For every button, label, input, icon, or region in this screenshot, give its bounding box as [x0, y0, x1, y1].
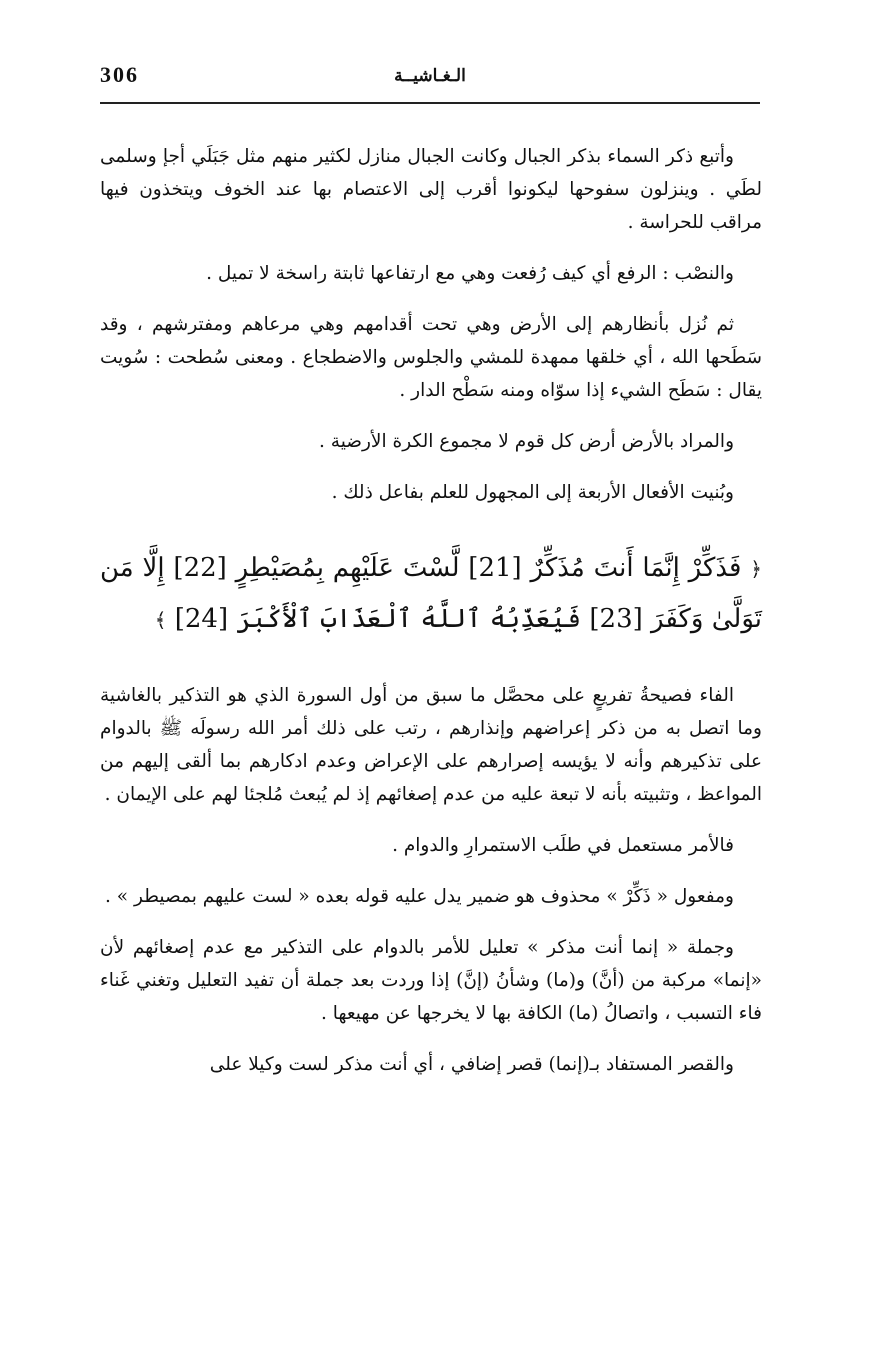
- paragraph-command-meaning: فالأمر مستعمل في طلَب الاستمرارِ والدوام .: [392, 835, 734, 856]
- page-body: [100, 140, 762, 1099]
- page-number: 306: [100, 62, 139, 87]
- paragraph-restriction: والقصر المستفاد بـ(إنما) قصر إضافي ، أي أنت مذكر لست وكيلا على: [209, 1054, 734, 1075]
- quran-verse-block: [100, 543, 762, 645]
- paragraph-mountains: وأتبع ذكر السماء بذكر الجبال وكانت الجبال منازل لكثير منهم مثل جَبَلَي أجإ وسلمى لطَي . وينزلون سفوحها ليكونوا أقرب إلى الاعتصام بها عند الخوف ويتخذون فيها مراقب للحراسة .: [100, 146, 762, 233]
- paragraph-earth-meaning: والمراد بالأرض أرض كل قوم لا مجموع الكرة الأرضية .: [319, 431, 734, 452]
- verse-open-bracket: ﴿: [750, 557, 763, 581]
- paragraph-passive-verbs: وبُنيت الأفعال الأربعة إلى المجهول للعلم بفاعل ذلك .: [331, 482, 734, 503]
- paragraph-fa-fasiha: الفاء فصيحةُ تفريعٍ على محصَّل ما سبق من أول السورة الذي هو التذكير بالغاشية وما اتصل به من ذكر إعراضهم وإنذارهم ، رتب على ذلك أمر الله رسولَه ﷺ بالدوام على تذكيرهم وأنه لا يؤيسه إصرارهم على الإعراض وعدم ادكارهم بما ألقى إليهم من المواعظ ، وتثبيته بأنه لا تبعة عليه من عدم إصغائهم إذ لم يُبعث مُلجئا لهم على الإيمان .: [100, 685, 762, 805]
- verse-close-bracket: ﴾: [154, 608, 167, 632]
- page-header: [100, 58, 760, 104]
- running-title: الـغـاشيــة: [394, 66, 466, 86]
- paragraph-nasb: والنصْب : الرفع أي كيف رُفعت وهي مع ارتفاعها ثابتة راسخة لا تميل .: [206, 263, 734, 284]
- paragraph-earth-flattened: ثم نُزل بأنظارهم إلى الأرض وهي تحت أقدامهم وهي مرعاهم ومفترشهم ، وقد سَطَحها الله ، أي خلقها ممهدة للمشي والجلوس والاضطجاع . ومعنى سُطحت : سُويت يقال : سَطَح الشيء إذا سوّاه ومنه سَطْح الدار .: [100, 314, 762, 401]
- verse-text: فَذَكِّرْ إِنَّمَا أَنتَ مُذَكِّرٌ [21] لَّسْتَ عَلَيْهِم بِمُصَيْطِرٍ [22] إِلَّا مَن تَوَلَّىٰ وَكَفَرَ [23] فَيُعَذِّبُهُ ٱللَّهُ ٱلْعَذَابَ ٱلْأَكْبَرَ [24]: [100, 553, 762, 634]
- paragraph-object-of-dhakkir: ومفعول « ذَكِّرْ » محذوف هو ضمير يدل عليه قوله بعده « لست عليهم بمصيطر » .: [105, 886, 734, 907]
- paragraph-innama-clause: وجملة « إنما أنت مذكر » تعليل للأمر بالدوام على التذكير مع عدم إصغائهم لأن «إنما» مركبة من (أنَّ) و(ما) وشأنُ (إنَّ) إذا وردت بعد جملة أن تفيد التعليل وتغني غَناء فاء التسبب ، واتصالُ (ما) الكافة بها لا يخرجها عن مهيعها .: [100, 937, 762, 1024]
